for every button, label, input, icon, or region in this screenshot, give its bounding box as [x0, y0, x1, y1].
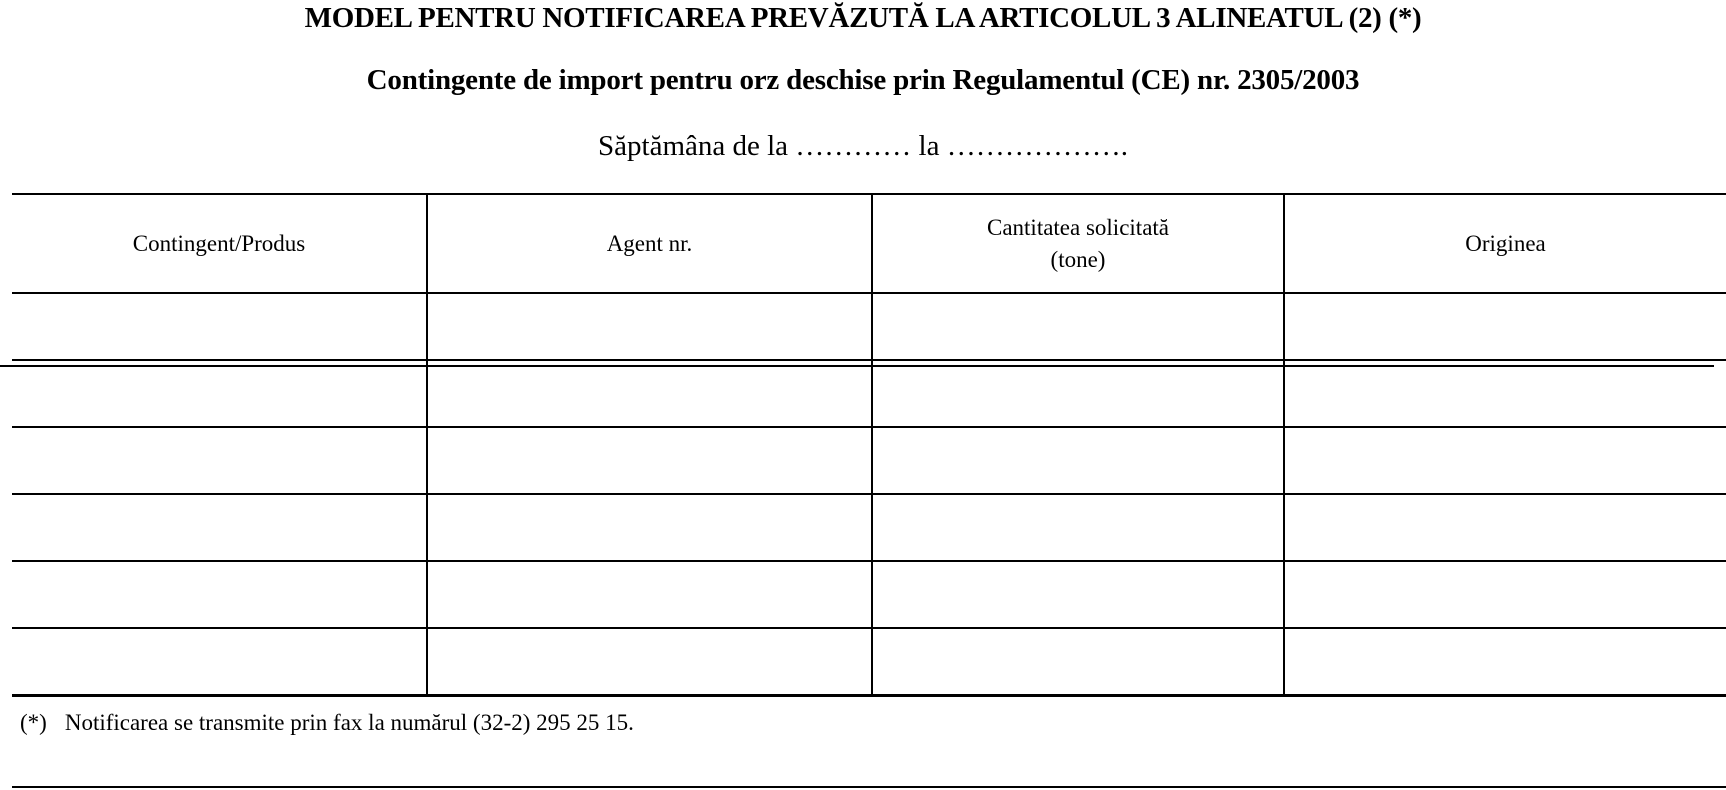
- table-cell: [872, 628, 1284, 696]
- table-cell: [872, 360, 1284, 427]
- table-cell: [12, 427, 427, 494]
- bottom-rule-divider: [12, 786, 1726, 788]
- footnote-text: Notificarea se transmite prin fax la numărul (32-2) 295 25 15.: [64, 710, 634, 735]
- table-cell: [872, 494, 1284, 561]
- column-header-requested-quantity-line1: Cantitatea solicitată: [986, 214, 1169, 240]
- table-row: [12, 494, 1726, 561]
- table-cell: [12, 628, 427, 696]
- table-row: [12, 360, 1726, 427]
- row-divider-extended: [0, 365, 1714, 367]
- table-cell: [12, 293, 427, 360]
- table-cell: [872, 561, 1284, 628]
- table-cell: [12, 494, 427, 561]
- table-cell: [1284, 360, 1726, 427]
- table-cell: [427, 293, 872, 360]
- notification-table: [12, 193, 1726, 697]
- document-subtitle: Contingente de import pentru orz deschise prin Regulamentul (CE) nr. 2305/2003: [366, 64, 1360, 96]
- document-title: MODEL PENTRU NOTIFICAREA PREVĂZUTĂ LA ARTICOLUL 3 ALINEATUL (2) (*): [304, 2, 1422, 34]
- table-cell: [1284, 494, 1726, 561]
- table-cell: [1284, 561, 1726, 628]
- table-row: [12, 427, 1726, 494]
- table-cell: [872, 293, 1284, 360]
- table-cell: [1284, 427, 1726, 494]
- table-cell: [872, 427, 1284, 494]
- column-header-requested-quantity: [872, 194, 1284, 293]
- table-row: [12, 293, 1726, 360]
- table-cell: [427, 427, 872, 494]
- table-cell: [427, 360, 872, 427]
- column-header-quota-product: Contingent/Produs: [12, 194, 427, 293]
- table-cell: [427, 494, 872, 561]
- table-row: [12, 561, 1726, 628]
- footnote: [20, 710, 634, 736]
- table-cell: [1284, 293, 1726, 360]
- table-cell: [1284, 628, 1726, 696]
- column-header-origin: Originea: [1284, 194, 1726, 293]
- week-line: Săptămâna de la ………… la ……………….: [598, 130, 1128, 162]
- table-row: [12, 628, 1726, 696]
- column-header-agent-number: Agent nr.: [427, 194, 872, 293]
- table-cell: [12, 360, 427, 427]
- table-header-row: [12, 194, 1726, 293]
- column-header-requested-quantity-unit: (tone): [1050, 246, 1106, 272]
- notification-table-wrapper: [12, 193, 1726, 697]
- table-cell: [12, 561, 427, 628]
- table-cell: [427, 628, 872, 696]
- footnote-marker: (*): [20, 710, 47, 735]
- table-cell: [427, 561, 872, 628]
